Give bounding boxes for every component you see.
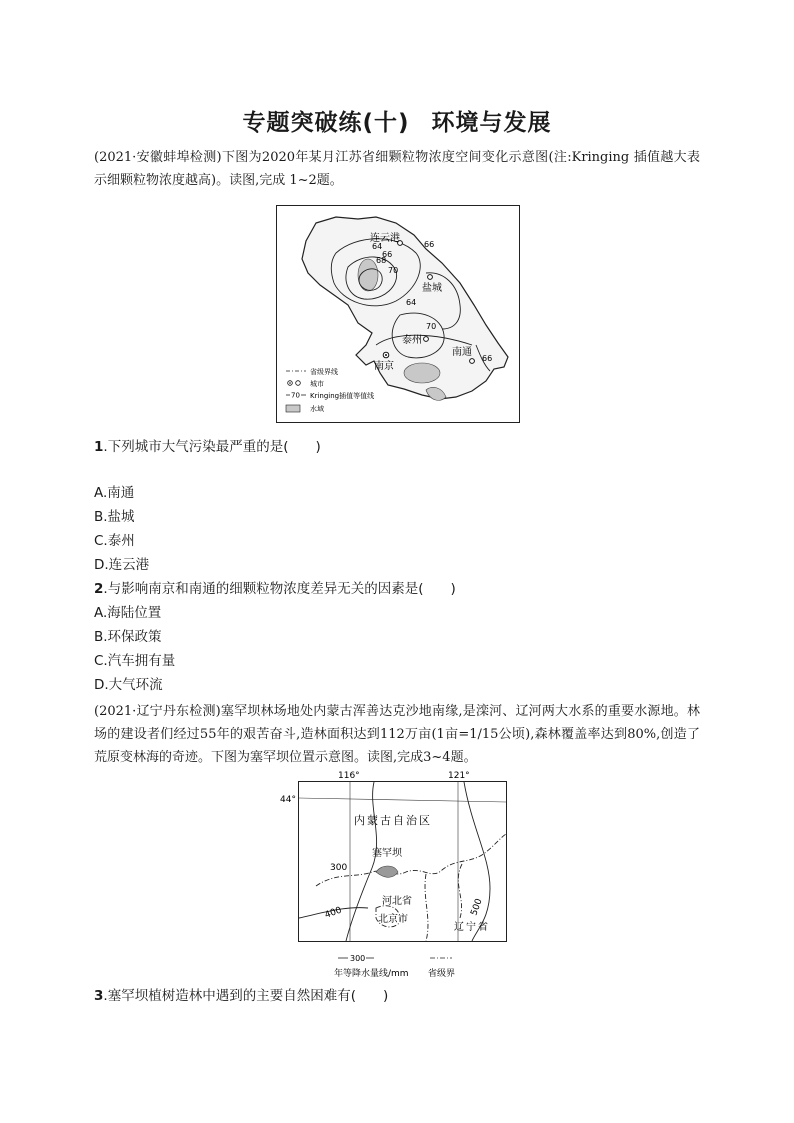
- q1-option-b: B.盐城: [94, 509, 135, 525]
- intro-paragraph-1: (2021·安徽蚌埠检测)下图为2020年某月江苏省细颗粒物浓度空间变化示意图(注:Kringing 插值越大表示细颗粒物浓度越高)。读图,完成 1~2题。: [94, 150, 700, 188]
- capital-marker: [385, 354, 387, 356]
- city-marker: [470, 359, 475, 364]
- contour-label: 68: [376, 256, 387, 265]
- legend-isohyet-value: 300: [350, 954, 366, 963]
- saihanba-map: [276, 768, 516, 990]
- q2-option-c: C.汽车拥有量: [94, 653, 176, 669]
- isohyet-500: 500: [469, 897, 485, 918]
- legend-border: 省级界线: [310, 368, 338, 376]
- province-liaoning: 辽宁省: [454, 922, 490, 933]
- question-stem: .与影响南京和南通的细颗粒物浓度差异无关的因素是( ): [103, 581, 456, 597]
- city-nanjing: 南京: [374, 361, 394, 372]
- question-stem: .塞罕坝植树造林中遇到的主要自然困难有( ): [103, 988, 389, 1004]
- legend-city: 城市: [310, 380, 324, 388]
- city-beijing: 北京市: [378, 914, 408, 925]
- contour-label: 70: [388, 266, 399, 275]
- title-main: 专题突破练(十): [242, 110, 410, 136]
- q1-option-d: D.连云港: [94, 557, 150, 573]
- contour-label: 64: [406, 298, 417, 307]
- isohyet-300: 300: [330, 863, 348, 873]
- question-1: [94, 437, 321, 457]
- page-title: [0, 104, 794, 137]
- question-3: [94, 986, 388, 1006]
- q2-option-d: D.大气环流: [94, 677, 163, 693]
- q1-option-c: C.泰州: [94, 533, 135, 549]
- contour-label: 66: [424, 240, 435, 249]
- question-number: 1: [94, 439, 104, 455]
- city-yancheng: 盐城: [422, 283, 442, 294]
- title-sub: 环境与发展: [431, 110, 552, 136]
- contour-label: 66: [482, 354, 493, 363]
- city-marker: [428, 275, 433, 280]
- q2-option-b: B.环保政策: [94, 629, 162, 645]
- longitude-121: 121°: [448, 771, 470, 781]
- province-hebei: 河北省: [382, 896, 412, 907]
- legend-isohyet: 年等降水量线/mm: [334, 969, 409, 979]
- jiangsu-map-svg: [276, 205, 520, 423]
- q1-option-a: A.南通: [94, 485, 135, 501]
- city-marker: [424, 337, 429, 342]
- latitude-44: 44°: [280, 795, 296, 805]
- question-2: [94, 579, 456, 599]
- legend-water: 水域: [310, 405, 324, 413]
- question-number: 2: [94, 581, 104, 597]
- place-saihanba: 塞罕坝: [372, 848, 402, 859]
- contour-label: 64: [372, 242, 383, 251]
- legend-contour-value: 70: [291, 391, 300, 400]
- q2-option-a: A.海陆位置: [94, 605, 162, 621]
- saihanba-map-svg: [276, 768, 516, 986]
- intro-paragraph-2: (2021·辽宁丹东检测)塞罕坝林场地处内蒙古浑善达克沙地南缘,是滦河、辽河两大水系的重要水源地。林场的建设者们经过55年的艰苦奋斗,造林面积达到112万亩(1亩=1/15公顷),森林覆盖率达到80%,创造了荒原变林海的奇迹。下图为塞罕坝位置示意图。读图,完成3~4题。: [94, 704, 700, 765]
- legend-contour: Kringing插值等值线: [310, 392, 375, 400]
- jiangsu-map: [276, 205, 520, 427]
- city-taizhou: 泰州: [402, 335, 422, 346]
- region-inner-mongolia: 内蒙古自治区: [354, 814, 432, 827]
- contour-label: 70: [426, 322, 437, 331]
- isohyet-400: 400: [323, 905, 344, 921]
- question-stem: .下列城市大气污染最严重的是( ): [103, 439, 321, 455]
- question-number: 3: [94, 988, 104, 1004]
- longitude-116: 116°: [338, 771, 360, 781]
- city-lianyungang: 连云港: [370, 233, 400, 244]
- city-nantong: 南通: [452, 347, 472, 358]
- legend-border: 省级界: [428, 969, 456, 979]
- contour-label: 66: [382, 250, 393, 259]
